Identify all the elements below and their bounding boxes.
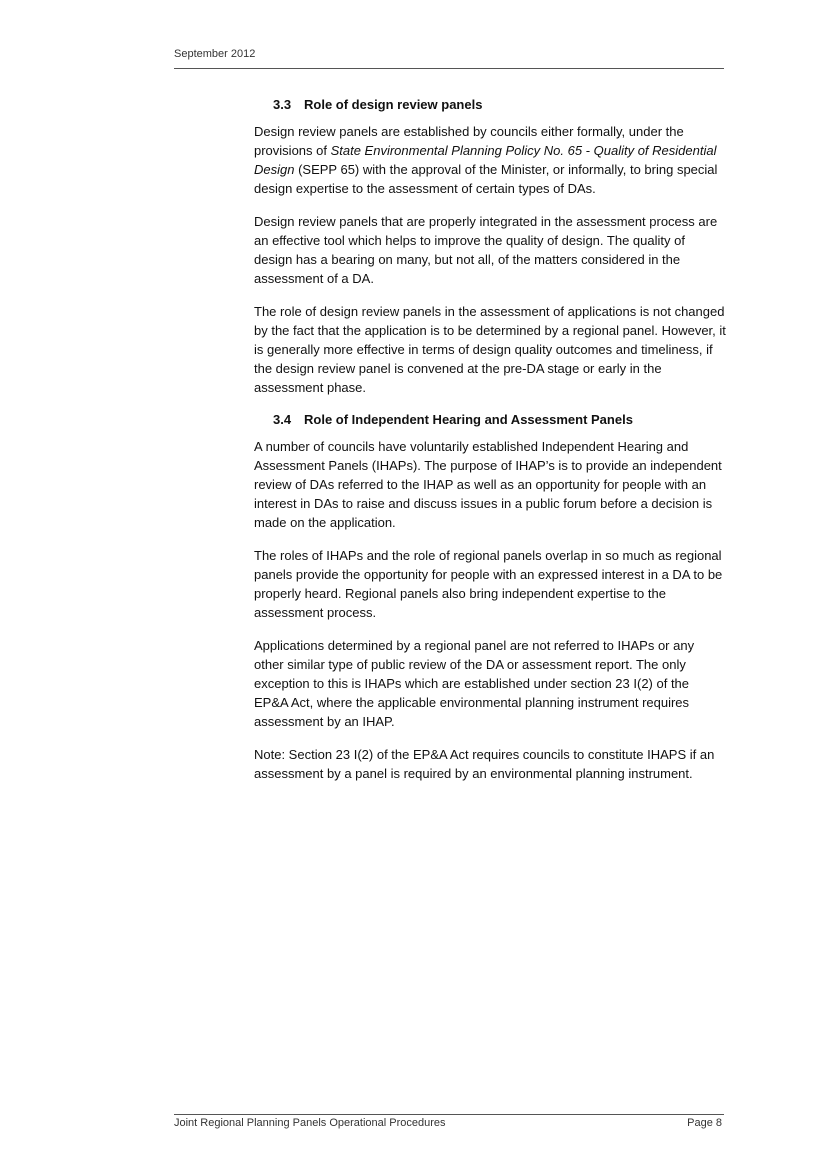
paragraph bbox=[254, 122, 726, 198]
page-content bbox=[254, 96, 726, 797]
footer-document-title: Joint Regional Planning Panels Operational Procedures bbox=[174, 1117, 446, 1129]
header-date: September 2012 bbox=[174, 48, 256, 60]
section-number: 3.3 bbox=[273, 97, 292, 112]
section-title: Role of design review panels bbox=[304, 97, 483, 112]
page-footer bbox=[174, 1114, 724, 1133]
page-header bbox=[174, 48, 724, 69]
paragraph-note: Note: Section 23 I(2) of the EP&A Act requires councils to constitute IHAPS if an assessment by a panel is required by an environmental planning instrument. bbox=[254, 747, 715, 781]
paragraph-text-end: (SEPP 65) with the approval of the Minister, or informally, to bring special design expertise to the assessment of certain types of DAs. bbox=[254, 162, 718, 196]
policy-title-italic: State Environmental Planning Policy No. 65 - Quality of Residential Design bbox=[254, 143, 717, 177]
paragraph: The roles of IHAPs and the role of regional panels overlap in so much as regional panels provide the opportunity for people with an expressed interest in a DA to be properly heard. Regional panels also bring independent expertise to the assessment process. bbox=[254, 548, 723, 620]
section-number: 3.4 bbox=[273, 412, 292, 427]
footer-page-number: Page 8 bbox=[687, 1117, 722, 1129]
paragraph-text-start: Design review panels are established by councils either formally, under the provisions of bbox=[254, 124, 684, 158]
paragraph: Design review panels that are properly integrated in the assessment process are an effective tool which helps to improve the quality of design. The quality of design has a bearing on many, but not all, of the matters considered in the assessment of a DA. bbox=[254, 214, 718, 286]
section-heading-3-4 bbox=[273, 411, 726, 429]
paragraph: A number of councils have voluntarily established Independent Hearing and Assessment Panels (IHAPs). The purpose of IHAP’s is to provide an independent review of DAs referred to the IHAP as well as an opportunity for people with an interest in DAs to raise and discuss issues in a public forum before a decision is made on the application. bbox=[254, 439, 722, 530]
section-heading-3-3 bbox=[273, 96, 726, 114]
paragraph: Applications determined by a regional panel are not referred to IHAPs or any other similar type of public review of the DA or assessment report. The only exception to this is IHAPs which are established under section 23 I(2) of the EP&A Act, where the applicable environmental planning instrument requires assessment by an IHAP. bbox=[254, 638, 695, 729]
section-title: Role of Independent Hearing and Assessment Panels bbox=[304, 412, 633, 427]
paragraph: The role of design review panels in the assessment of applications is not changed by the fact that the application is to be determined by a regional panel. However, it is generally more effective in terms of design quality outcomes and timeliness, if the design review panel is convened at the pre-DA stage or early in the assessment phase. bbox=[254, 304, 726, 395]
